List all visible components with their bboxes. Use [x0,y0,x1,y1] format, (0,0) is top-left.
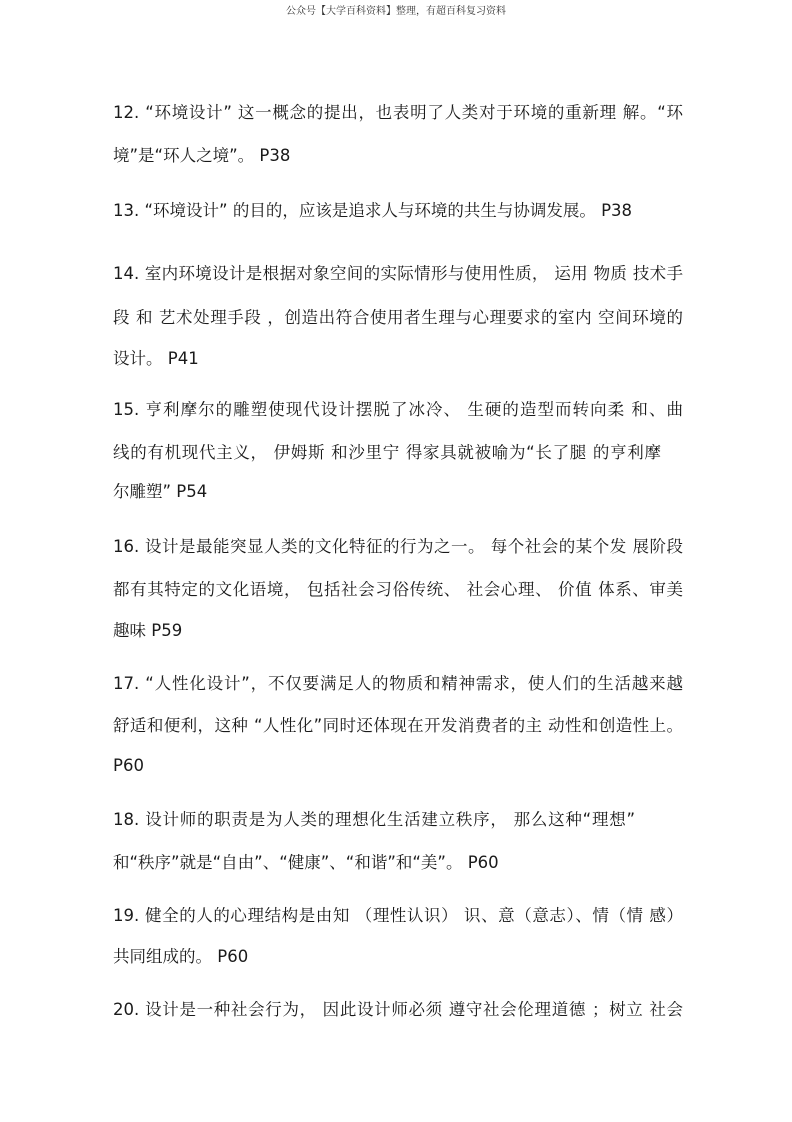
text-line: 趣味 P59 [113,621,183,640]
text-line: 13. “环境设计” 的目的，应该是追求人与环境的共生与协调发展。 P38 [113,201,633,220]
text-line: 12. “环境设计” 这一概念的提出，也表明了人类对于环境的重新理 解。“环 [113,103,683,122]
text-line: 和“秩序”就是“自由”、“健康”、“和谐”和“美”。 P60 [113,853,499,872]
text-line: 舒适和便利，这种 “人性化”同时还体现在开发消费者的主 动性和创造性上。 [113,716,683,735]
text-line: 设计。 P41 [113,349,199,368]
text-line: 17. “人性化设计”，不仅要满足人的物质和精神需求，使人们的生活越来越 [113,674,683,693]
text-line: 共同组成的。 P60 [113,947,249,966]
page-header: 公众号【大学百科资料】整理，有超百科复习资料 [286,6,506,17]
text-line: 14. 室内环境设计是根据对象空间的实际情形与使用性质， 运用 物质 技术手 [113,264,683,283]
text-line: 境”是“环人之境”。 P38 [113,146,291,165]
text-line: P60 [113,756,144,775]
text-line: 18. 设计师的职责是为人类的理想化生活建立秩序， 那么这种“理想” [113,810,635,829]
text-line: 尔雕塑” P54 [113,482,208,501]
text-line: 段 和 艺术处理手段 ，创造出符合使用者生理与心理要求的室内 空间环境的 [113,308,683,327]
text-line: 16. 设计是最能突显人类的文化特征的行为之一。 每个社会的某个发 展阶段 [113,537,683,556]
text-line: 线的有机现代主义， 伊姆斯 和沙里宁 得家具就被喻为“长了腿 的亨利摩 [113,443,661,462]
text-line: 20. 设计是一种社会行为， 因此设计师必须 遵守社会伦理道德 ；树立 社会 [113,1000,683,1019]
text-line: 15. 亨利摩尔的雕塑使现代设计摆脱了冰冷、 生硬的造型而转向柔 和、曲 [113,400,683,419]
text-line: 都有其特定的文化语境， 包括社会习俗传统、 社会心理、 价值 体系、审美 [113,580,683,599]
text-line: 19. 健全的人的心理结构是由知 （理性认识） 识、意（意志）、情（情 感） [113,906,683,925]
